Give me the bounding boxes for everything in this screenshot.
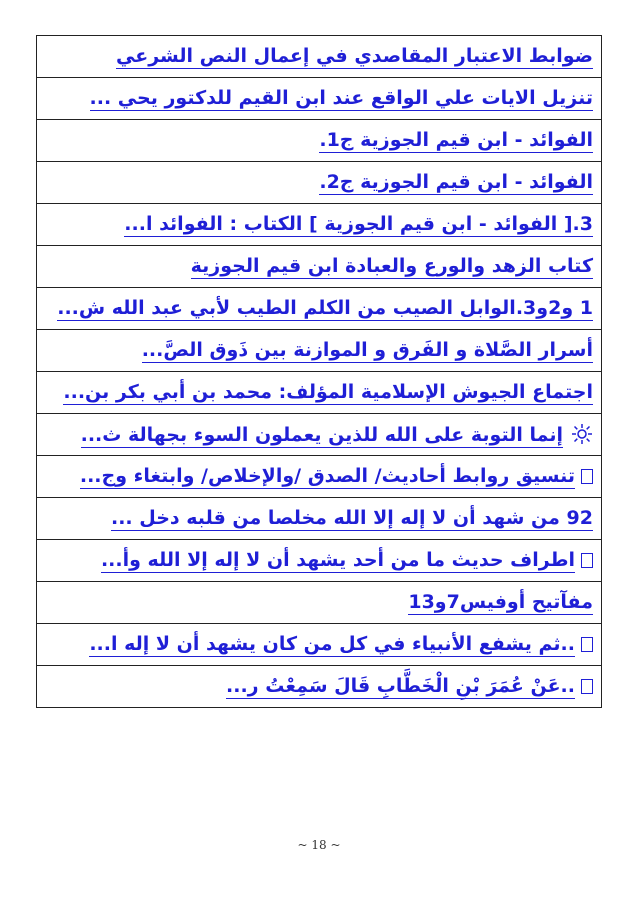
table-row (37, 582, 602, 624)
row-text[interactable]: اجتماع الجيوش الإسلامية المؤلف: محمد بن أبي بكر بن... (63, 381, 593, 404)
table-row (37, 120, 602, 162)
table-row (37, 288, 602, 330)
row-text[interactable]: الفوائد - ابن قيم الجوزية ج1. (319, 129, 593, 152)
page-number: ~ 18 ~ (297, 838, 341, 852)
links-table (36, 35, 602, 708)
box-icon (581, 637, 593, 652)
box-icon (581, 469, 593, 484)
row-text[interactable]: ..عَنْ عُمَرَ بْنِ الْخَطَّابِ قَالَ سَمِعْتُ ر... (226, 675, 575, 698)
row-text[interactable]: ..ثم يشفع الأنبياء في كل من كان يشهد أن لا إله ا... (89, 633, 575, 656)
box-icon (581, 679, 593, 694)
row-text[interactable]: ضوابط الاعتبار المقاصدي في إعمال النص الشرعي (116, 45, 593, 68)
table-row (37, 624, 602, 666)
row-text[interactable]: تنزيل الايات علي الواقع عند ابن القيم للدكتور يحي ... (89, 87, 593, 110)
table-row (37, 78, 602, 120)
row-text[interactable]: إنما التوبة على الله للذين يعملون السوء بجهالة ث... (80, 423, 563, 446)
table-row (37, 498, 602, 540)
row-text[interactable]: تنسيق روابط أحاديث/ الصدق /والإخلاص/ وابتغاء وج... (79, 465, 575, 488)
table-row (37, 456, 602, 498)
row-text[interactable]: اطراف حديث ما من أحد يشهد أن لا إله إلا الله وأ... (100, 549, 575, 572)
table-row (37, 540, 602, 582)
row-text[interactable]: مفآتيح أوفيس7و13 (408, 591, 593, 614)
row-text[interactable]: أسرار الصَّلاة و الفَرق و الموازنة بين ذَوق الصَّ... (141, 339, 593, 362)
table-row (37, 162, 602, 204)
row-text[interactable]: كتاب الزهد والورع والعبادة ابن قيم الجوزية (190, 255, 593, 278)
row-text[interactable]: 92 من شهد أن لا إله إلا الله مخلصا من قلبه دخل ... (111, 507, 593, 530)
table-row (37, 36, 602, 78)
sun-icon (571, 423, 593, 445)
box-icon (581, 553, 593, 568)
table-row (37, 372, 602, 414)
table-row (37, 330, 602, 372)
table-row (37, 246, 602, 288)
table-row (37, 666, 602, 708)
row-text[interactable]: 3.[ الفوائد - ابن قيم الجوزية ] الكتاب : الفوائد ا... (124, 213, 593, 236)
row-text[interactable]: الفوائد - ابن قيم الجوزية ج2. (319, 171, 593, 194)
table-row (37, 414, 602, 456)
row-text[interactable]: 1 و2و3.الوابل الصيب من الكلم الطيب لأبي عبد الله ش... (57, 297, 593, 320)
table-row (37, 204, 602, 246)
